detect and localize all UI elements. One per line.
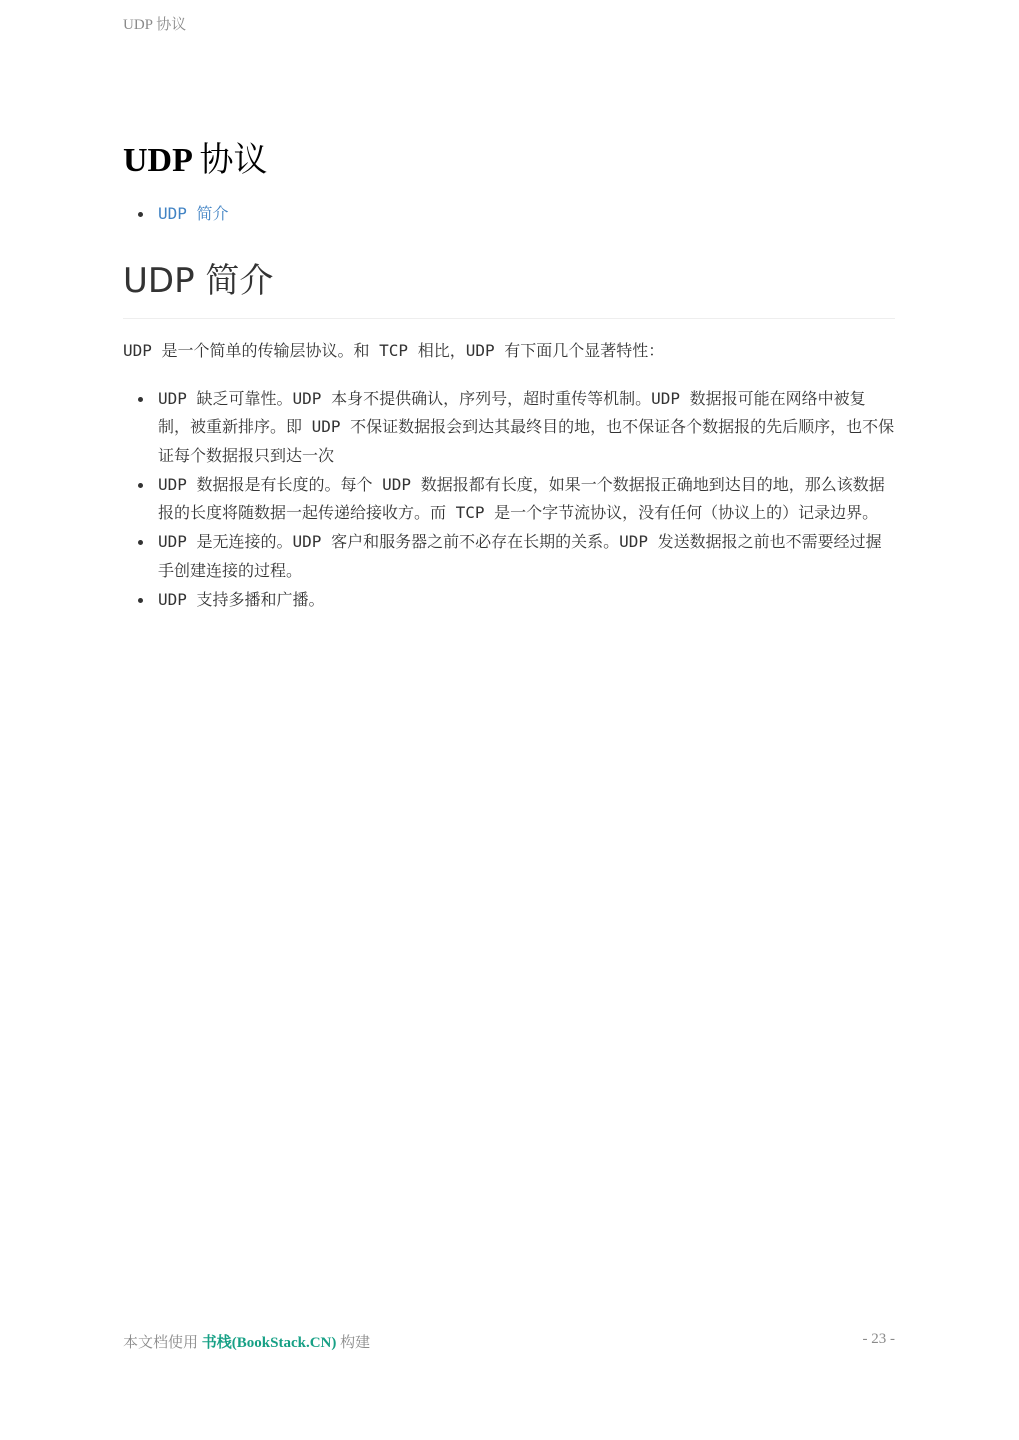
document-title-cjk: 协议 (199, 142, 268, 179)
list-item: UDP 是无连接的。UDP 客户和服务器之前不必存在长期的关系。UDP 发送数据报之前也不需要经过握手创建连接的过程。 (158, 528, 895, 585)
table-of-contents (123, 200, 229, 228)
footer-suffix: 构建 (340, 1335, 371, 1351)
footer-credit (123, 1331, 370, 1352)
footer-prefix: 本文档使用 (123, 1335, 199, 1351)
document-title-latin: UDP (123, 142, 191, 179)
intro-paragraph: UDP 是一个简单的传输层协议。和 TCP 相比，UDP 有下面几个显著特性： (123, 341, 665, 360)
page-number: - 23 - (862, 1331, 895, 1347)
running-header: UDP 协议 (123, 17, 187, 33)
list-item: UDP 数据报是有长度的。每个 UDP 数据报都有长度，如果一个数据报正确地到达目的地，那么该数据报的长度将随数据一起传递给接收方。而 TCP 是一个字节流协议，没有任何（协议上的）记录边界。 (158, 471, 895, 528)
document-title (123, 138, 268, 184)
section-heading: UDP 简介 (123, 258, 895, 319)
toc-link-udp-intro[interactable]: UDP 简介 (158, 204, 229, 223)
list-item: UDP 支持多播和广播。 (158, 586, 895, 614)
feature-list (123, 385, 895, 615)
list-item: UDP 缺乏可靠性。UDP 本身不提供确认，序列号，超时重传等机制。UDP 数据报可能在网络中被复制，被重新排序。即 UDP 不保证数据报会到达其最终目的地，也不保证各个数据报的先后顺序，也不保证每个数据报只到达一次 (158, 385, 895, 470)
footer-brand-link[interactable]: 书栈(BookStack.CN) (201, 1335, 337, 1351)
toc-item (158, 200, 229, 228)
